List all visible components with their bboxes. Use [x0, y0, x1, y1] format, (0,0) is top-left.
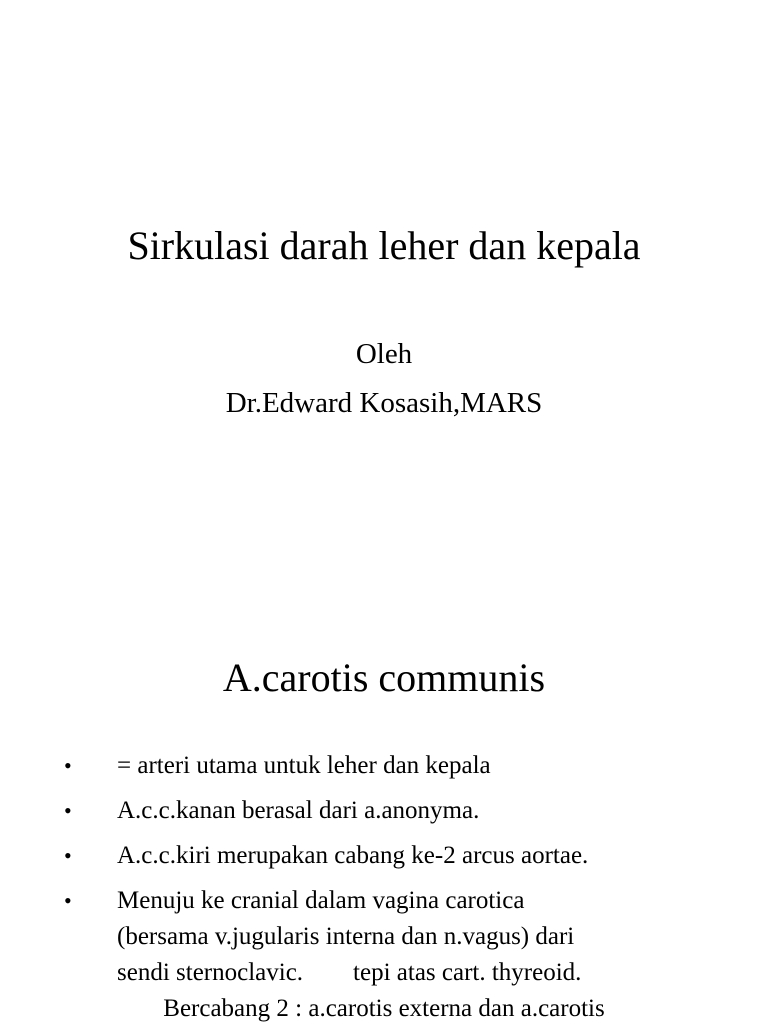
bullet-text-line: (bersama v.jugularis interna dan n.vagus) dari — [117, 923, 575, 950]
bullet-text-line: Bercabang 2 : a.carotis externa dan a.carotis — [163, 995, 605, 1022]
bullet-text-line: Menuju ke cranial dalam vagina carotica — [117, 887, 525, 914]
bullet-icon: • — [64, 798, 72, 823]
list-item — [0, 883, 768, 1027]
bullet-icon: • — [64, 843, 72, 868]
author-name: Dr.Edward Kosasih,MARS — [225, 387, 543, 419]
bullet-text: A.c.c.kiri merupakan cabang ke-2 arcus aortae. — [117, 842, 589, 869]
subtitle-by: Oleh — [355, 338, 413, 370]
slide-title — [0, 0, 768, 512]
bullet-text-line: sendi sternoclavic. tepi atas cart. thyreoid. — [117, 959, 582, 986]
presentation-title: Sirkulasi darah leher dan kepala — [127, 223, 641, 268]
list-item — [0, 838, 768, 874]
slide-heading: A.carotis communis — [222, 655, 546, 700]
bullet-icon: • — [64, 888, 72, 913]
bullet-icon: • — [64, 753, 72, 778]
slide-content — [0, 512, 768, 1024]
list-item — [0, 748, 768, 784]
bullet-text: = arteri utama untuk leher dan kepala — [117, 752, 491, 779]
list-item — [0, 793, 768, 829]
bullet-list — [0, 748, 768, 1036]
bullet-text: A.c.c.kanan berasal dari a.anonyma. — [117, 797, 480, 824]
